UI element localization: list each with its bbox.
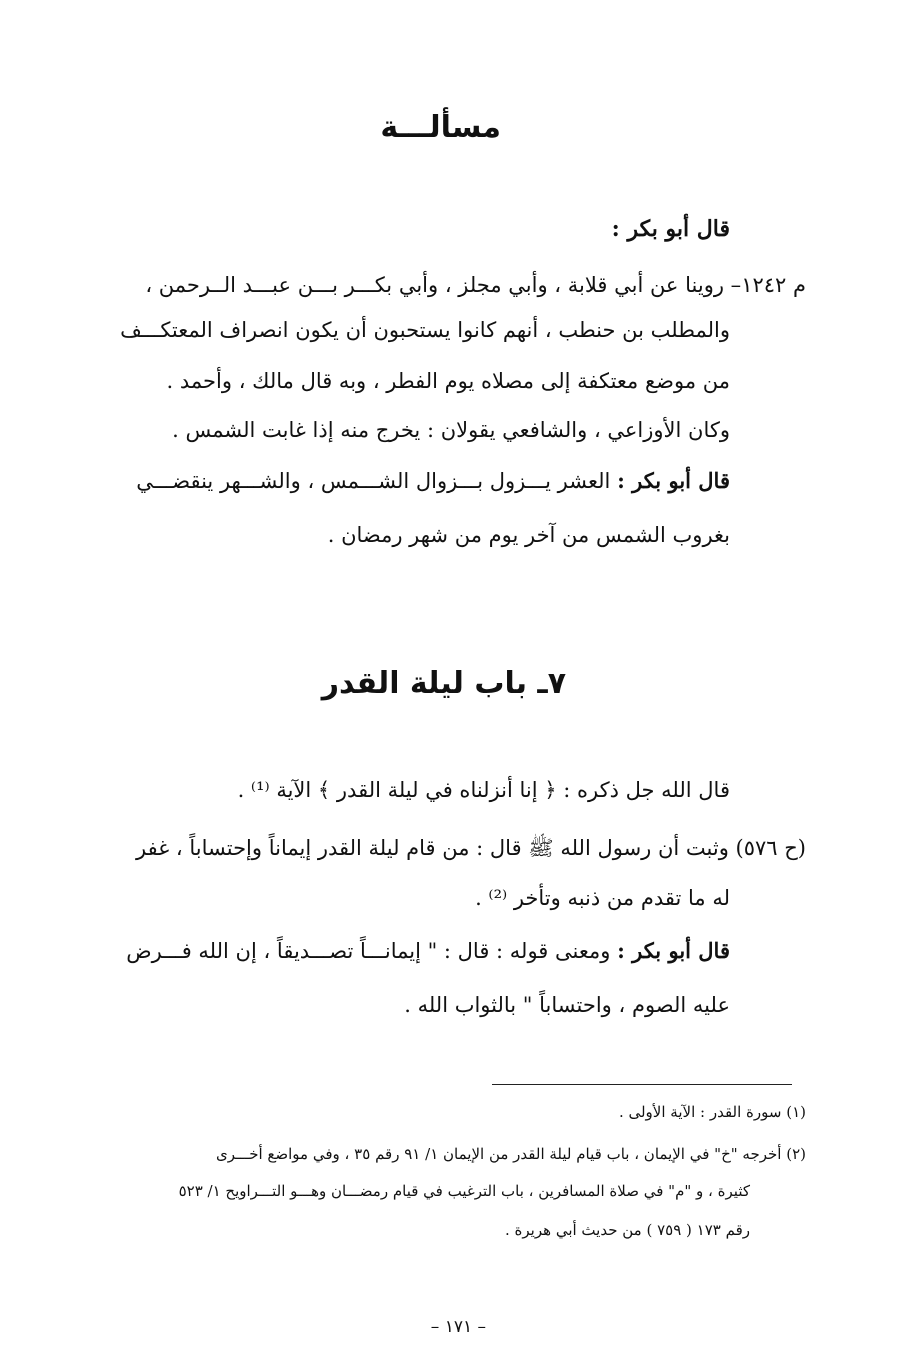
footnote-2-line-2: كثيرة ، و "م" في صلاة المسافرين ، باب الترغيب في قيام رمضـــان وهـــو التـــراويح ١/ ٥٢٣ (178, 1182, 750, 1200)
footnote-2-line-3: رقم ١٧٣ ( ٧٥٩ ) من حديث أبي هريرة . (505, 1221, 750, 1239)
paragraph-line-2: والمطلب بن حنطب ، أنهم كانوا يستحبون أن يكون انصراف المعتكـــف (120, 318, 730, 342)
abu-bakr-rest-2: ومعنى قوله : قال : " إيمانـــاً تصـــديقاً ، إن الله فـــرض (126, 939, 611, 963)
abu-bakr-commentary (126, 936, 730, 966)
paragraph-last-line: بغروب الشمس من آخر يوم من شهر رمضان . (327, 523, 730, 547)
abu-bakr-statement (136, 466, 730, 496)
hadith-line-2: له ما تقدم من ذنبه وتأخر ⁽²⁾ . (475, 886, 730, 910)
page-number: – ١٧١ – (430, 1317, 486, 1337)
footnote-2-line-1: (٢) أخرجه "خ" في الإيمان ، باب قيام ليلة القدر من الإيمان ١/ ٩١ رقم ٣٥ ، وفي مواضع أخـــرى (216, 1145, 806, 1163)
paragraph-line-4: وكان الأوزاعي ، والشافعي يقولان : يخرج منه إذا غابت الشمس . (172, 418, 730, 442)
abu-bakr-rest: العشر يـــزول بـــزوال الشـــمس ، والشـــهر ينقضـــي (136, 469, 611, 493)
abu-bakr-lead: قال أبو بكر : (617, 468, 730, 493)
opener-abu-bakr: قال أبو بكر : (611, 216, 730, 242)
paragraph-line-1: م ١٢٤٢– روينا عن أبي قلابة ، وأبي مجلز ، وأبي بكـــر بـــن عبـــد الــرحمن ، (145, 273, 806, 297)
commentary-last-line: عليه الصوم ، واحتساباً " بالثواب الله . (404, 993, 730, 1017)
hadith-line-1: (ح ٥٧٦) وثبت أن رسول الله ﷺ قال : من قام ليلة القدر إيماناً وإحتساباً ، غفر (136, 836, 806, 860)
section-title-laylat-al-qadr: ٧ـ باب ليلة القدر (321, 666, 566, 701)
quran-verse-line: قال الله جل ذكره : ﴿ إنا أنزلناه في ليلة القدر ﴾ الآية ⁽¹⁾ . (237, 778, 730, 802)
footnote-separator (492, 1084, 792, 1085)
footnote-1: (١) سورة القدر : الآية الأولى . (618, 1103, 806, 1121)
section-title-masala: مسألـــة (380, 110, 501, 145)
abu-bakr-lead-2: قال أبو بكر : (617, 938, 730, 963)
paragraph-line-3: من موضع معتكفة إلى مصلاه يوم الفطر ، وبه قال مالك ، وأحمد . (166, 369, 730, 393)
